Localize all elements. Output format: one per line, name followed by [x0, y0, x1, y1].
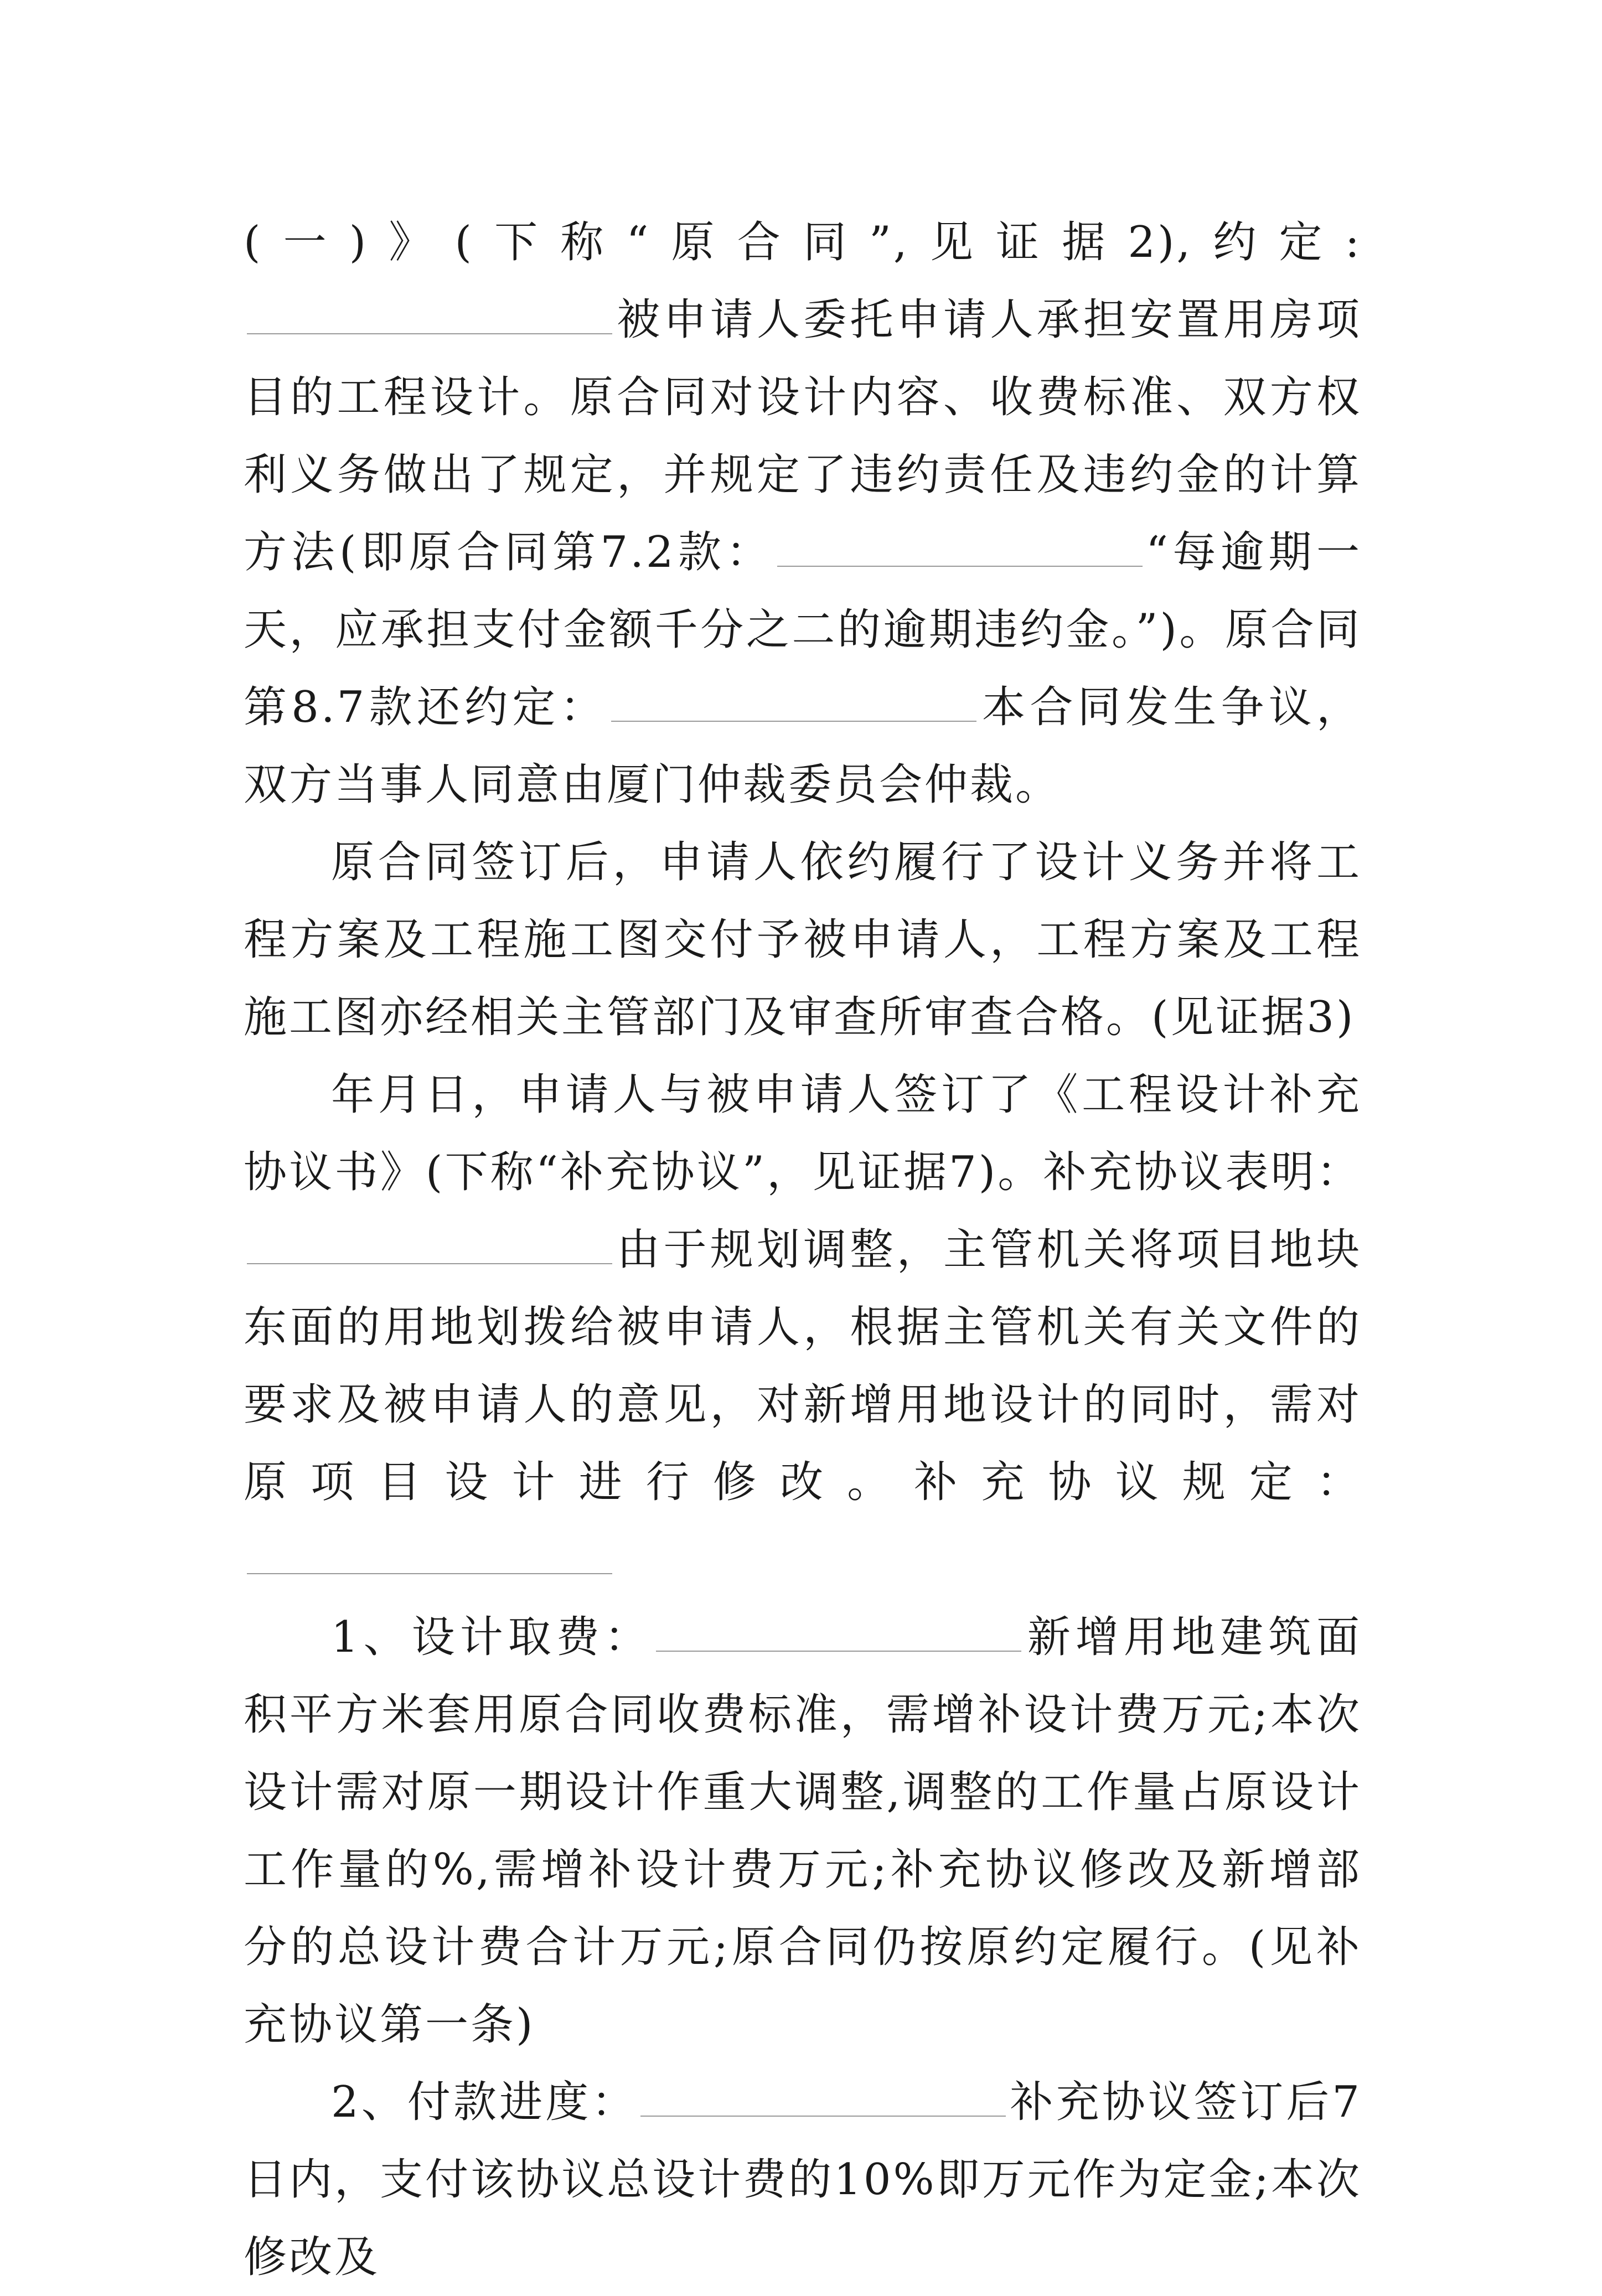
text-segment: (一)》(下称“原合同”,见证据2),约定:	[244, 218, 1362, 267]
fill-blank-line	[247, 1533, 612, 1574]
text-segment: 被申请人委托申请人承担安置用房项目的工程设计。原合同对设计内容、收费标准、双方权利义务做出了规定，并规定了违约责任及违约金的计算方法(即原合同第7.2款：	[244, 295, 1362, 577]
text-segment: 原合同签订后，申请人依约履行了设计义务并将工程方案及工程施工图交付予被申请人，工程方案及工程施工图亦经相关主管部门及审查所审查合格。(见证据3)	[244, 837, 1362, 1042]
fill-blank-line	[656, 1611, 1021, 1652]
document-body	[244, 204, 1362, 2296]
text-segment: 1、设计取费：	[331, 1612, 653, 1662]
fill-blank-line	[640, 2076, 1006, 2117]
fill-blank-line	[611, 681, 976, 722]
text-segment: “每逾期一天，应承担支付金额千分之二的逾期违约金。”)。原合同第8.7款还约定：	[244, 528, 1362, 732]
paragraph-3	[244, 1056, 1362, 1599]
fill-blank-line	[247, 1223, 612, 1264]
text-segment: 补充协议签订后7日内，支付该协议总设计费的10%即万元作为定金;本次修改及	[244, 2077, 1362, 2282]
paragraph-4	[244, 1599, 1362, 2064]
paragraph-1	[244, 204, 1362, 824]
paragraph-2	[244, 824, 1362, 1056]
text-segment: 本合同发生争议，双方当事人同意由厦门仲裁委员会仲裁。	[244, 682, 1362, 810]
text-segment: 2、付款进度：	[331, 2077, 638, 2127]
text-segment: 新增用地建筑面积平方米套用原合同收费标准，需增补设计费万元;本次设计需对原一期设计作重大调整,调整的工作量占原设计工作量的%,需增补设计费万元;补充协议修改及新增部分的总设计费合计万元;原合同仍按原约定履行。(见补充协议第一条)	[244, 1612, 1362, 2050]
text-segment: 年月日，申请人与被申请人签订了《工程设计补充协议书》(下称“补充协议”，见证据7)。补充协议表明：	[244, 1070, 1362, 1197]
fill-blank-line	[247, 293, 612, 334]
fill-blank-line	[777, 526, 1143, 567]
paragraph-5	[244, 2064, 1362, 2296]
text-segment: 由于规划调整，主管机关将项目地块东面的用地划拨给被申请人，根据主管机关有关文件的要求及被申请人的意见，对新增用地设计的同时，需对原项目设计进行修改。补充协议规定：	[244, 1225, 1362, 1507]
